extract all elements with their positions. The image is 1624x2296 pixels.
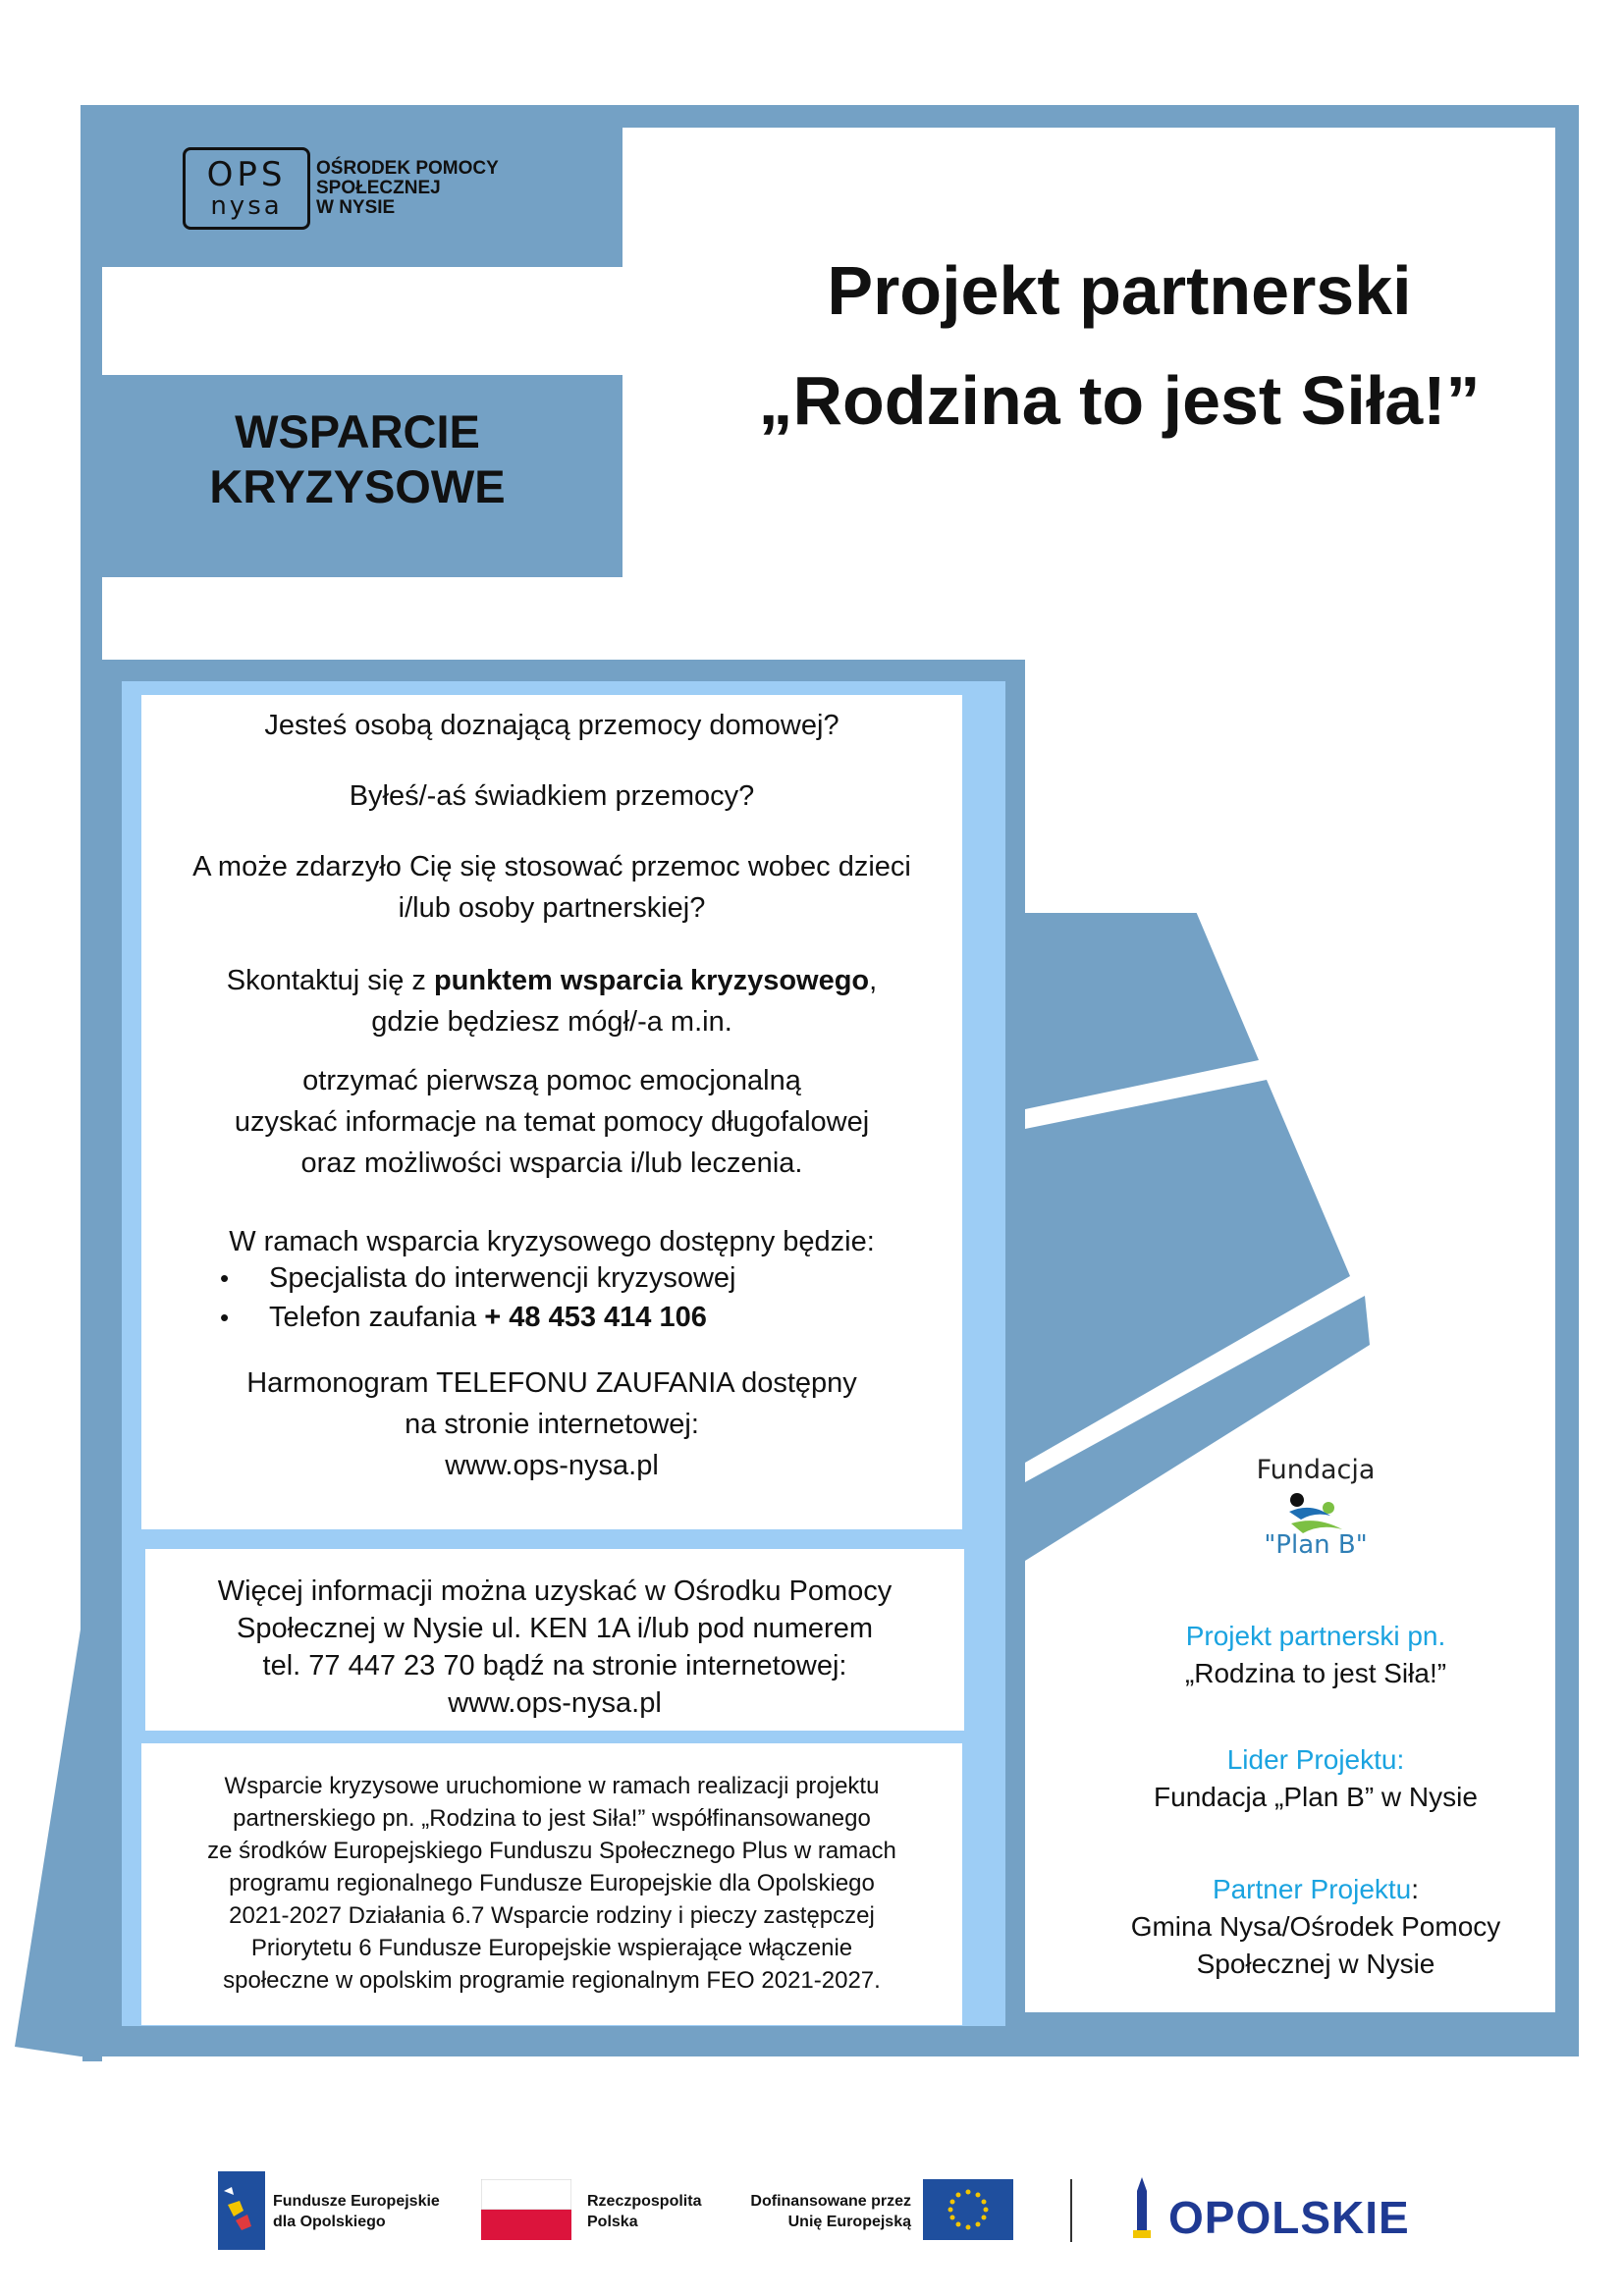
available-label: W ramach wsparcia kryzysowego dostępny będzie: xyxy=(229,1226,875,1257)
available-list xyxy=(220,1258,927,1337)
funding-line: programu regionalnego Fundusze Europejskie dla Opolskiego xyxy=(229,1870,875,1896)
rp-line1: Rzeczpospolita xyxy=(587,2193,702,2210)
title-line2: „Rodzina to jest Siła!” xyxy=(758,362,1481,439)
ops-logo-mark xyxy=(183,147,310,230)
left-white-strip-bottom xyxy=(102,577,623,660)
contact-info-line1: Więcej informacji można uzyskać w Ośrodku Pomocy xyxy=(217,1575,893,1607)
ops-logo-text xyxy=(316,159,499,218)
question-3-line2: i/lub osoby partnerskiej? xyxy=(398,892,706,924)
rp-line2: Polska xyxy=(587,2214,638,2230)
partner-label-row xyxy=(1021,1871,1610,1908)
help-line1: otrzymać pierwszą pomoc emocjonalną xyxy=(302,1065,801,1096)
funding-line: Wsparcie kryzysowe uruchomione w ramach realizacji projektu xyxy=(224,1773,880,1799)
ops-logo-text-line: SPOŁECZNEJ xyxy=(316,178,441,198)
phone-number: + 48 453 414 106 xyxy=(484,1302,707,1333)
ops-logo-line1: OPS xyxy=(206,155,287,194)
rp-logo-text xyxy=(587,2191,701,2232)
title-line1: Projekt partnerski xyxy=(827,252,1412,329)
phone-label: Telefon zaufania xyxy=(269,1302,485,1333)
page-title xyxy=(677,236,1561,455)
schedule-line2: na stronie internetowej: xyxy=(405,1409,699,1440)
question-1: Jesteś osobą doznającą przemocy domowej? xyxy=(264,710,839,741)
contact-pre: Skontaktuj się z xyxy=(226,965,434,996)
side-project-info xyxy=(1021,1618,1610,1692)
side-partner-info xyxy=(1021,1871,1610,1983)
contact-bold: punktem wsparcia kryzysowego xyxy=(433,965,870,996)
help-line3: oraz możliwości wsparcia i/lub leczenia. xyxy=(300,1148,803,1179)
info-box-main xyxy=(141,695,962,1529)
question-3-line1: A może zdarzyło Cię się stosować przemoc wobec dzieci xyxy=(192,851,911,882)
opolskie-tower-icon xyxy=(1129,2177,1155,2238)
fe-line1: Fundusze Europejskie xyxy=(273,2193,440,2210)
ops-logo-line2: nysa xyxy=(210,191,283,221)
contact-line1 xyxy=(141,960,962,1001)
partner-line1: Gmina Nysa/Ośrodek Pomocy xyxy=(1130,1911,1501,1942)
opolskie-logo-text: OPOLSKIE xyxy=(1168,2192,1410,2243)
list-item: • Specjalista do interwencji kryzysowej xyxy=(220,1258,927,1298)
schedule-line1: Harmonogram TELEFONU ZAUFANIA dostępny xyxy=(246,1367,857,1399)
fe-logo-text xyxy=(273,2191,440,2232)
contact-post: , xyxy=(869,965,878,996)
poland-flag-icon xyxy=(481,2179,571,2240)
question-2: Byłeś/-aś świadkiem przemocy? xyxy=(349,780,755,812)
eu-logo-text xyxy=(738,2191,911,2232)
right-white-mid xyxy=(1025,660,1555,913)
left-white-strip-top xyxy=(102,267,623,375)
project-label: Projekt partnerski pn. xyxy=(1185,1621,1446,1651)
funding-line: partnerskiego pn. „Rodzina to jest Siła!” współfinansowanego xyxy=(233,1805,871,1832)
left-notch xyxy=(15,1629,81,2056)
right-white-low xyxy=(1025,1561,1555,1610)
contact-info-line3: tel. 77 447 23 70 bądź na stronie internetowej: xyxy=(262,1650,847,1682)
ops-logo-text-line: OŚRODEK POMOCY xyxy=(316,158,499,179)
eu-flag-icon xyxy=(923,2179,1013,2240)
fe-line2: dla Opolskiego xyxy=(273,2214,386,2230)
fundacja-logo-top: Fundacja xyxy=(1256,1455,1376,1485)
schedule-url[interactable]: www.ops-nysa.pl xyxy=(445,1450,659,1481)
funding-line: społeczne w opolskim programie regionalnym FEO 2021-2027. xyxy=(223,1967,881,1994)
funding-line: 2021-2027 Działania 6.7 Wsparcie rodziny i pieczy zastępczej xyxy=(229,1902,875,1929)
funding-line: Priorytetu 6 Fundusze Europejskie wspierające włączenie xyxy=(250,1935,853,1961)
badge-title xyxy=(100,404,615,514)
footer-divider xyxy=(1070,2179,1072,2242)
leader-name: Fundacja „Plan B” w Nysie xyxy=(1154,1782,1478,1812)
info-box-contact xyxy=(145,1549,964,1731)
project-name: „Rodzina to jest Siła!” xyxy=(1184,1658,1447,1688)
partner-label: Partner Projektu xyxy=(1212,1874,1412,1904)
help-line2: uzyskać informacje na temat pomocy długofalowej xyxy=(234,1106,870,1138)
contact-line2: gdzie będziesz mógł/-a m.in. xyxy=(371,1006,732,1038)
left-margin-white xyxy=(82,1610,102,2061)
fundacja-plan-b-logo xyxy=(1237,1455,1394,1560)
fundacja-logo-bottom: "Plan B" xyxy=(1264,1530,1368,1560)
side-leader-info xyxy=(1021,1741,1610,1816)
partner-colon: : xyxy=(1411,1874,1420,1904)
plan-b-figure-icon xyxy=(1281,1490,1350,1539)
contact-info-url[interactable]: www.ops-nysa.pl xyxy=(448,1687,662,1719)
ue-line1: Dofinansowane przez xyxy=(750,2193,911,2210)
badge-line1: WSPARCIE xyxy=(235,405,480,457)
badge-line2: KRYZYSOWE xyxy=(209,460,506,512)
list-item xyxy=(220,1298,927,1337)
ops-logo-text-line: W NYSIE xyxy=(316,197,396,218)
info-box-funding xyxy=(141,1743,962,2025)
contact-info-line2: Społecznej w Nysie ul. KEN 1A i/lub pod numerem xyxy=(237,1613,873,1644)
partner-line2: Społecznej w Nysie xyxy=(1196,1949,1435,1979)
fe-logo-icon xyxy=(218,2171,265,2250)
ue-line2: Unię Europejską xyxy=(787,2214,911,2230)
funding-line: ze środków Europejskiego Funduszu Społecznego Plus w ramach xyxy=(207,1838,896,1864)
leader-label: Lider Projektu: xyxy=(1226,1744,1405,1775)
